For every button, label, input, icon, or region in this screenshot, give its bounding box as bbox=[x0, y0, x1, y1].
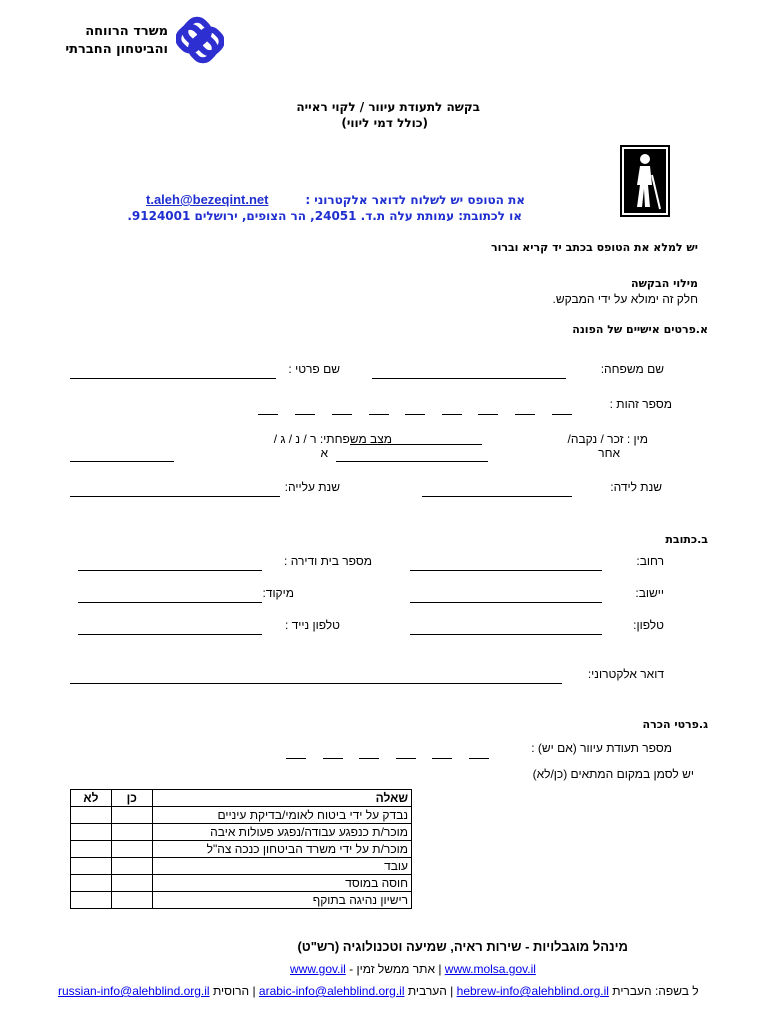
gender-field-mark: _ bbox=[476, 448, 482, 462]
first-name-field[interactable] bbox=[70, 378, 276, 379]
russian-label: | הרוסית bbox=[212, 984, 256, 998]
id-number-field[interactable] bbox=[258, 414, 572, 416]
no-cell[interactable] bbox=[71, 841, 112, 858]
city-field[interactable] bbox=[410, 602, 602, 603]
email-field[interactable] bbox=[70, 683, 562, 684]
form-title: בקשה לתעודת עיוור / לקוי ראייה bbox=[296, 100, 480, 114]
gender-label: מין : זכר / נקבה/ bbox=[567, 432, 648, 446]
arabic-email-link[interactable]: arabic-info@alehblind.org.il bbox=[258, 984, 405, 998]
yes-cell[interactable] bbox=[111, 875, 152, 892]
language-prefix: ל בשפה: העברית bbox=[612, 984, 699, 998]
no-cell[interactable] bbox=[71, 892, 112, 909]
table-row bbox=[71, 892, 412, 909]
question-cell: עובד bbox=[152, 858, 411, 875]
birth-year-label: שנת לידה: bbox=[610, 480, 662, 494]
mark-instruction: יש לסמן במקום המתאים (כן/לא) bbox=[532, 767, 694, 781]
last-name-field[interactable] bbox=[372, 378, 566, 379]
recognition-table bbox=[70, 789, 412, 909]
aliya-year-label: שנת עלייה: bbox=[284, 480, 340, 494]
phone-field[interactable] bbox=[410, 634, 602, 635]
yes-cell[interactable] bbox=[111, 858, 152, 875]
ministry-name-line2: והביטחון החברתי bbox=[65, 42, 168, 57]
no-header: לא bbox=[71, 790, 112, 807]
filling-subtext: חלק זה ימולא על ידי המבקש. bbox=[552, 292, 698, 306]
gender-other-label: אחר bbox=[598, 446, 620, 460]
no-cell[interactable] bbox=[71, 824, 112, 841]
phone-label: טלפון: bbox=[633, 618, 664, 632]
question-cell: נבדק על ידי ביטוח לאומי/בדיקת עיניים bbox=[152, 807, 411, 824]
first-name-label: שם פרטי : bbox=[288, 362, 340, 376]
footer-languages bbox=[58, 984, 699, 998]
city-label: יישוב: bbox=[635, 586, 664, 600]
footer-sites-separator: | אתר ממשל זמין - bbox=[349, 962, 442, 976]
mobile-label: טלפון נייד : bbox=[284, 618, 340, 632]
question-header: שאלה bbox=[152, 790, 411, 807]
send-info-line2: או לכתובת: עמותת עלה ת.ד. 24051, הר הצופים, ירושלים 9124001. bbox=[127, 209, 522, 223]
table-row bbox=[71, 858, 412, 875]
footer-sites bbox=[290, 962, 536, 976]
table-row bbox=[71, 875, 412, 892]
house-number-field[interactable] bbox=[78, 570, 262, 571]
section-b-heading: ב.כתובת bbox=[665, 533, 708, 546]
arabic-label: | הערבית bbox=[407, 984, 454, 998]
send-info-line1 bbox=[305, 193, 525, 207]
yes-cell[interactable] bbox=[111, 807, 152, 824]
form-subtitle: (כולל דמי ליווי) bbox=[341, 116, 428, 130]
table-row bbox=[71, 841, 412, 858]
zip-field[interactable] bbox=[78, 602, 262, 603]
blind-cert-field[interactable] bbox=[286, 758, 490, 760]
filling-heading: מילוי הבקשה bbox=[631, 277, 698, 290]
table-row bbox=[71, 807, 412, 824]
blind-person-icon bbox=[620, 145, 670, 217]
yes-cell[interactable] bbox=[111, 892, 152, 909]
ministry-name-line1: משרד הרווחה bbox=[85, 24, 168, 39]
blind-cert-label: מספר תעודת עיוור (אם יש) : bbox=[531, 741, 672, 755]
blind-figure-icon bbox=[622, 147, 668, 215]
yes-cell[interactable] bbox=[111, 841, 152, 858]
no-cell[interactable] bbox=[71, 858, 112, 875]
birth-year-field[interactable] bbox=[422, 496, 572, 497]
zip-label: מיקוד: bbox=[262, 586, 294, 600]
question-cell: חוסה במוסד bbox=[152, 875, 411, 892]
no-cell[interactable] bbox=[71, 807, 112, 824]
yes-cell[interactable] bbox=[111, 824, 152, 841]
send-email-link[interactable]: t.aleh@bezeqint.net bbox=[146, 192, 269, 207]
id-number-label: מספר זהות : bbox=[609, 397, 672, 411]
marital-status-label: מצב משפחתי: ר / נ / ג / bbox=[273, 432, 392, 446]
send-info-text: את הטופס יש לשלוח לדואר אלקטרוני : bbox=[305, 193, 525, 207]
aliya-year-field[interactable] bbox=[70, 496, 280, 497]
marital-status-a: א bbox=[320, 446, 328, 460]
no-cell[interactable] bbox=[71, 875, 112, 892]
russian-email-link[interactable]: russian-info@alehblind.org.il bbox=[58, 984, 210, 998]
instruction-text: יש למלא את הטופס בכתב יד קריא וברור bbox=[490, 241, 698, 254]
mobile-field[interactable] bbox=[78, 634, 262, 635]
molsa-site-link[interactable]: www.molsa.gov.il bbox=[444, 962, 536, 976]
gender-field-2[interactable] bbox=[336, 461, 488, 462]
question-cell: מוכר/ת כנפגע עבודה/נפגע פעולות איבה bbox=[152, 824, 411, 841]
email-label: דואר אלקטרוני: bbox=[587, 667, 664, 681]
footer-department: מינהל מוגבלויות - שירות ראיה, שמיעה וטכנולוגיה (רש"ט) bbox=[297, 939, 628, 954]
yes-header: כן bbox=[111, 790, 152, 807]
street-label: רחוב: bbox=[636, 554, 664, 568]
section-a-heading: א.פרטים אישיים של הפונה bbox=[572, 323, 708, 336]
question-cell: מוכר/ת על ידי משרד הביטחון כנכה צה"ל bbox=[152, 841, 411, 858]
street-field[interactable] bbox=[410, 570, 602, 571]
table-header-row bbox=[71, 790, 412, 807]
question-cell: רישיון נהיגה בתוקף bbox=[152, 892, 411, 909]
table-row bbox=[71, 824, 412, 841]
ministry-logo-icon bbox=[176, 16, 224, 64]
hebrew-email-link[interactable]: hebrew-info@alehblind.org.il bbox=[456, 984, 609, 998]
house-number-label: מספר בית ודירה : bbox=[284, 554, 372, 568]
section-c-heading: ג.פרטי הכרה bbox=[642, 718, 708, 731]
last-name-label: שם משפחה: bbox=[600, 362, 664, 376]
gov-site-link[interactable]: www.gov.il bbox=[290, 962, 346, 976]
marital-status-field[interactable] bbox=[70, 461, 174, 462]
